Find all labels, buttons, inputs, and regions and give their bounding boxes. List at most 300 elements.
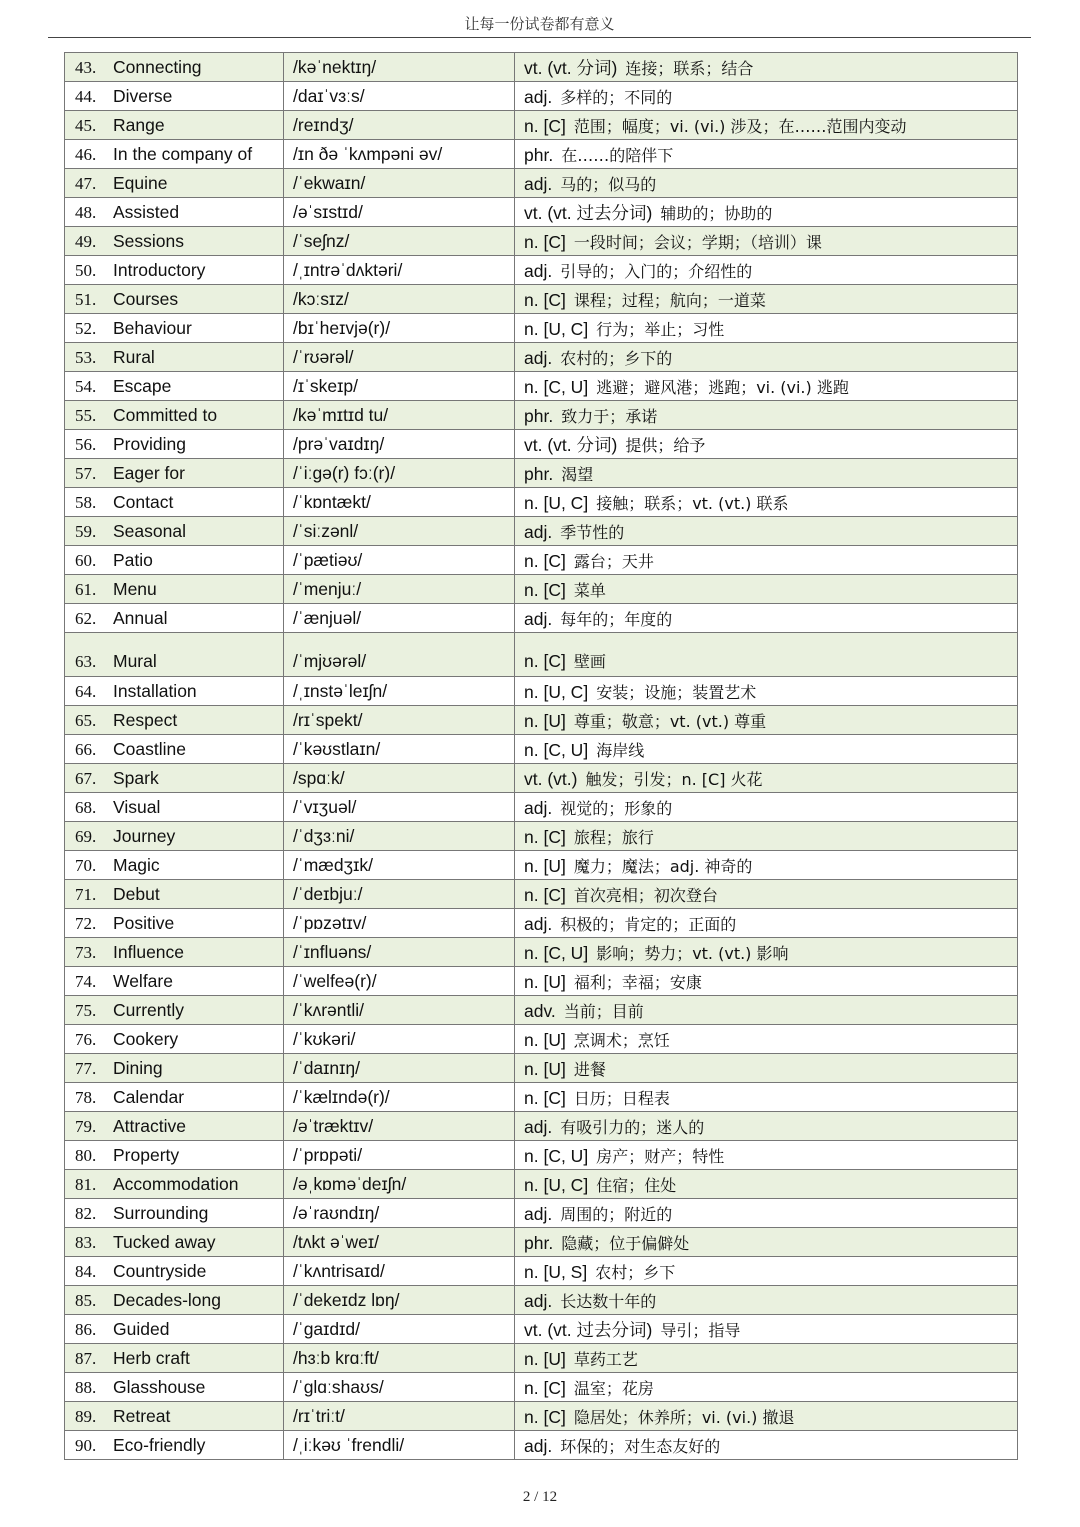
entry-number: 46. (75, 144, 97, 164)
entry-number: 73. (75, 942, 97, 962)
part-of-speech: n. [C] (524, 289, 566, 310)
phonetic-cell: /tʌkt əˈweɪ/ (284, 1228, 515, 1257)
part-of-speech: n. [C, U] (524, 739, 589, 760)
table-row (65, 430, 1018, 459)
part-of-speech: n. [U, C] (524, 681, 589, 702)
entry-number: 65. (75, 710, 97, 730)
table-row (65, 517, 1018, 546)
english-word: Seasonal (113, 520, 186, 541)
chinese-meaning: 提供；给予 (625, 435, 706, 455)
table-row (65, 82, 1018, 111)
chinese-meaning: 马的；似马的 (560, 174, 657, 194)
table-row (65, 401, 1018, 430)
definition-cell (515, 851, 1018, 880)
entry-number: 82. (75, 1203, 97, 1223)
definition-cell (515, 880, 1018, 909)
table-row (65, 1228, 1018, 1257)
english-word: Calendar (113, 1086, 185, 1107)
entry-number: 48. (75, 202, 97, 222)
part-of-speech: phr. (524, 144, 554, 165)
english-word: Visual (113, 796, 161, 817)
definition-cell (515, 604, 1018, 633)
entry-number: 56. (75, 434, 97, 454)
phonetic-cell: /ˈrʊərəl/ (284, 343, 515, 372)
english-word: Committed to (113, 404, 218, 425)
english-word: Dining (113, 1057, 163, 1078)
part-of-speech: n. [U, C] (524, 1174, 589, 1195)
entry-number: 47. (75, 173, 97, 193)
definition-cell (515, 430, 1018, 459)
entry-number: 49. (75, 231, 97, 251)
word-cell (65, 1025, 284, 1054)
english-word: Eco-friendly (113, 1434, 206, 1455)
english-word: Countryside (113, 1260, 207, 1281)
english-word: Rural (113, 346, 155, 367)
part-of-speech: n. [U] (524, 1348, 566, 1369)
word-cell (65, 169, 284, 198)
part-of-speech: vt. (vt. 分词) (524, 434, 618, 455)
chinese-meaning: 辅助的；协助的 (660, 203, 773, 223)
entry-number: 61. (75, 579, 97, 599)
table-row (65, 706, 1018, 735)
part-of-speech: adj. (524, 347, 553, 368)
part-of-speech: adv. (524, 1000, 556, 1021)
table-row (65, 633, 1018, 677)
entry-number: 80. (75, 1145, 97, 1165)
phonetic-cell: /ˈiːɡə(r) fɔː(r)/ (284, 459, 515, 488)
entry-number: 58. (75, 492, 97, 512)
entry-number: 70. (75, 855, 97, 875)
phonetic-cell: /ˈmjʊərəl/ (284, 633, 515, 677)
english-word: Surrounding (113, 1202, 209, 1223)
english-word: Escape (113, 375, 172, 396)
table-row (65, 1199, 1018, 1228)
table-row (65, 459, 1018, 488)
part-of-speech: adj. (524, 1203, 553, 1224)
part-of-speech: adj. (524, 1435, 553, 1456)
table-row (65, 169, 1018, 198)
part-of-speech: vt. (vt. 过去分词) (524, 202, 653, 223)
definition-cell (515, 285, 1018, 314)
definition-cell (515, 764, 1018, 793)
table-row (65, 735, 1018, 764)
word-cell (65, 517, 284, 546)
phonetic-cell: /ɪn ðə ˈkʌmpəni əv/ (284, 140, 515, 169)
word-cell (65, 82, 284, 111)
part-of-speech: adj. (524, 521, 553, 542)
phonetic-cell: /spɑːk/ (284, 764, 515, 793)
entry-number: 76. (75, 1029, 97, 1049)
part-of-speech: n. [U] (524, 855, 566, 876)
definition-cell (515, 1257, 1018, 1286)
word-cell (65, 314, 284, 343)
table-row (65, 546, 1018, 575)
phonetic-cell: /ˈpɒzətɪv/ (284, 909, 515, 938)
word-cell (65, 822, 284, 851)
word-cell (65, 793, 284, 822)
chinese-meaning: 影响；势力；vt. (vt.) 影响 (596, 943, 789, 963)
phonetic-cell: /əˌkɒməˈdeɪʃn/ (284, 1170, 515, 1199)
phonetic-cell: /daɪˈvɜːs/ (284, 82, 515, 111)
definition-cell (515, 372, 1018, 401)
chinese-meaning: 住宿；住处 (596, 1175, 677, 1195)
chinese-meaning: 首次亮相；初次登台 (573, 885, 718, 905)
part-of-speech: n. [C, U] (524, 376, 589, 397)
table-row (65, 851, 1018, 880)
definition-cell (515, 53, 1018, 82)
definition-cell (515, 1373, 1018, 1402)
english-word: Debut (113, 883, 160, 904)
entry-number: 87. (75, 1348, 97, 1368)
part-of-speech: n. [U, S] (524, 1261, 588, 1282)
chinese-meaning: 农村；乡下 (595, 1262, 676, 1282)
entry-number: 90. (75, 1435, 97, 1455)
english-word: Range (113, 114, 165, 135)
chinese-meaning: 安装；设施；装置艺术 (596, 682, 757, 702)
entry-number: 52. (75, 318, 97, 338)
chinese-meaning: 露台；天井 (573, 551, 654, 571)
phonetic-cell: /ˈpætiəʊ/ (284, 546, 515, 575)
table-row (65, 53, 1018, 82)
definition-cell (515, 1315, 1018, 1344)
part-of-speech: phr. (524, 405, 554, 426)
english-word: Tucked away (113, 1231, 216, 1252)
definition-cell (515, 140, 1018, 169)
table-row (65, 1025, 1018, 1054)
phonetic-cell: /rɪˈtriːt/ (284, 1402, 515, 1431)
chinese-meaning: 在……的陪伴下 (561, 145, 674, 165)
english-word: Annual (113, 607, 168, 628)
definition-cell (515, 111, 1018, 140)
phonetic-cell: /ˈɪnfluəns/ (284, 938, 515, 967)
definition-cell (515, 1025, 1018, 1054)
word-cell (65, 1199, 284, 1228)
phonetic-cell: /ɪˈskeɪp/ (284, 372, 515, 401)
definition-cell (515, 677, 1018, 706)
english-word: In the company of (113, 143, 253, 164)
phonetic-cell: /ˈkəʊstlaɪn/ (284, 735, 515, 764)
word-cell (65, 1431, 284, 1460)
chinese-meaning: 壁画 (573, 652, 606, 671)
word-cell (65, 1402, 284, 1431)
entry-number: 88. (75, 1377, 97, 1397)
phonetic-cell: /ˈkʌntrisaɪd/ (284, 1257, 515, 1286)
phonetic-cell: /ˈseʃnz/ (284, 227, 515, 256)
definition-cell (515, 575, 1018, 604)
entry-number: 83. (75, 1232, 97, 1252)
definition-cell (515, 967, 1018, 996)
chinese-meaning: 周围的；附近的 (560, 1204, 673, 1224)
word-cell (65, 227, 284, 256)
chinese-meaning: 致力于；承诺 (561, 406, 658, 426)
english-word: Connecting (113, 56, 202, 77)
chinese-meaning: 积极的；肯定的；正面的 (560, 914, 737, 934)
english-word: Accommodation (113, 1173, 239, 1194)
entry-number: 69. (75, 826, 97, 846)
chinese-meaning: 旅程；旅行 (573, 827, 654, 847)
word-cell (65, 1112, 284, 1141)
entry-number: 45. (75, 115, 97, 135)
phonetic-cell: /ˈkʌrəntli/ (284, 996, 515, 1025)
english-word: Courses (113, 288, 179, 309)
phonetic-cell: /kəˈmɪtɪd tu/ (284, 401, 515, 430)
word-cell (65, 488, 284, 517)
chinese-meaning: 房产；财产；特性 (596, 1146, 725, 1166)
entry-number: 75. (75, 1000, 97, 1020)
table-row (65, 198, 1018, 227)
word-cell (65, 677, 284, 706)
definition-cell (515, 1170, 1018, 1199)
phonetic-cell: /ˈkɒntækt/ (284, 488, 515, 517)
chinese-meaning: 触发；引发；n. [C] 火花 (585, 769, 763, 789)
entry-number: 81. (75, 1174, 97, 1194)
word-cell (65, 343, 284, 372)
english-word: Eager for (113, 462, 185, 483)
chinese-meaning: 一段时间；会议；学期；（培训）课 (573, 232, 822, 252)
definition-cell (515, 1228, 1018, 1257)
definition-cell (515, 706, 1018, 735)
definition-cell (515, 517, 1018, 546)
part-of-speech: adj. (524, 1290, 553, 1311)
english-word: Introductory (113, 259, 206, 280)
english-word: Patio (113, 549, 153, 570)
chinese-meaning: 草药工艺 (573, 1349, 638, 1369)
english-word: Influence (113, 941, 185, 962)
word-cell (65, 401, 284, 430)
english-word: Retreat (113, 1405, 171, 1426)
table-row (65, 1141, 1018, 1170)
phonetic-cell: /ˈdʒɜːni/ (284, 822, 515, 851)
word-cell (65, 1286, 284, 1315)
chinese-meaning: 渴望 (561, 464, 594, 484)
table-row (65, 1315, 1018, 1344)
part-of-speech: n. [C] (524, 579, 566, 600)
phonetic-cell: /bɪˈheɪvjə(r)/ (284, 314, 515, 343)
part-of-speech: vt. (vt.) (524, 768, 578, 789)
phonetic-cell: /ˈdekeɪdz lɒŋ/ (284, 1286, 515, 1315)
chinese-meaning: 尊重；敬意；vt. (vt.) 尊重 (573, 711, 767, 731)
table-row (65, 227, 1018, 256)
table-row (65, 677, 1018, 706)
phonetic-cell: /əˈsɪstɪd/ (284, 198, 515, 227)
word-cell (65, 546, 284, 575)
english-word: Respect (113, 709, 178, 730)
definition-cell (515, 1286, 1018, 1315)
english-word: Spark (113, 767, 159, 788)
definition-cell (515, 169, 1018, 198)
chinese-meaning: 福利；幸福；安康 (573, 972, 702, 992)
definition-cell (515, 488, 1018, 517)
word-cell (65, 1315, 284, 1344)
phonetic-cell: /ˈkʊkəri/ (284, 1025, 515, 1054)
chinese-meaning: 隐藏；位于偏僻处 (561, 1233, 690, 1253)
english-word: Equine (113, 172, 168, 193)
table-row (65, 1054, 1018, 1083)
english-word: Cookery (113, 1028, 179, 1049)
part-of-speech: adj. (524, 797, 553, 818)
part-of-speech: n. [C] (524, 115, 566, 136)
table-row (65, 1112, 1018, 1141)
word-cell (65, 1344, 284, 1373)
entry-number: 85. (75, 1290, 97, 1310)
part-of-speech: adj. (524, 86, 553, 107)
chinese-meaning: 农村的；乡下的 (560, 348, 673, 368)
word-cell (65, 430, 284, 459)
entry-number: 55. (75, 405, 97, 425)
phonetic-cell: /kɔːsɪz/ (284, 285, 515, 314)
page-number: 2 / 12 (522, 1489, 558, 1505)
definition-cell (515, 1402, 1018, 1431)
table-row (65, 1257, 1018, 1286)
part-of-speech: n. [U] (524, 1029, 566, 1050)
entry-number: 43. (75, 57, 97, 77)
word-cell (65, 256, 284, 285)
phonetic-cell: /əˈraʊndɪŋ/ (284, 1199, 515, 1228)
definition-cell (515, 198, 1018, 227)
chinese-meaning: 菜单 (573, 580, 606, 600)
part-of-speech: n. [U, C] (524, 318, 589, 339)
definition-cell (515, 633, 1018, 677)
definition-cell (515, 82, 1018, 111)
entry-number: 72. (75, 913, 97, 933)
chinese-meaning: 多样的；不同的 (560, 87, 673, 107)
chinese-meaning: 行为；举止；习性 (596, 319, 725, 339)
chinese-meaning: 范围；幅度；vi. (vi.) 涉及；在……范围内变动 (573, 116, 907, 136)
chinese-meaning: 隐居处；休养所；vi. (vi.) 撤退 (573, 1407, 795, 1427)
word-cell (65, 764, 284, 793)
chinese-meaning: 日历；日程表 (573, 1088, 670, 1108)
word-cell (65, 706, 284, 735)
part-of-speech: phr. (524, 463, 554, 484)
part-of-speech: n. [C] (524, 1377, 566, 1398)
entry-number: 86. (75, 1319, 97, 1339)
entry-number: 79. (75, 1116, 97, 1136)
part-of-speech: n. [C] (524, 826, 566, 847)
table-row (65, 488, 1018, 517)
word-cell (65, 198, 284, 227)
word-cell (65, 604, 284, 633)
part-of-speech: n. [C, U] (524, 1145, 589, 1166)
english-word: Herb craft (113, 1347, 190, 1368)
definition-cell (515, 256, 1018, 285)
english-word: Glasshouse (113, 1376, 206, 1397)
phonetic-cell: /ˈɡlɑːshaʊs/ (284, 1373, 515, 1402)
table-row (65, 1083, 1018, 1112)
word-cell (65, 575, 284, 604)
english-word: Journey (113, 825, 176, 846)
definition-cell (515, 1141, 1018, 1170)
chinese-meaning: 魔力；魔法；adj. 神奇的 (573, 856, 753, 876)
word-cell (65, 1083, 284, 1112)
word-cell (65, 996, 284, 1025)
entry-number: 63. (75, 652, 97, 671)
entry-number: 84. (75, 1261, 97, 1281)
table-row (65, 938, 1018, 967)
phonetic-cell: /ˌiːkəʊ ˈfrendli/ (284, 1431, 515, 1460)
entry-number: 68. (75, 797, 97, 817)
phonetic-cell: /hɜːb krɑːft/ (284, 1344, 515, 1373)
chinese-meaning: 连接；联系；结合 (625, 58, 754, 78)
part-of-speech: adj. (524, 260, 553, 281)
part-of-speech: n. [C] (524, 231, 566, 252)
phonetic-cell: /reɪndʒ/ (284, 111, 515, 140)
chinese-meaning: 课程；过程；航向；一道菜 (573, 290, 766, 310)
word-cell (65, 1228, 284, 1257)
phonetic-cell: /ˈmædʒɪk/ (284, 851, 515, 880)
english-word: Providing (113, 433, 186, 454)
part-of-speech: n. [C] (524, 884, 566, 905)
table-row (65, 996, 1018, 1025)
english-word: Guided (113, 1318, 170, 1339)
english-word: Positive (113, 912, 175, 933)
word-cell (65, 633, 284, 677)
part-of-speech: n. [C] (524, 651, 566, 671)
part-of-speech: adj. (524, 1116, 553, 1137)
part-of-speech: n. [U] (524, 1058, 566, 1079)
word-cell (65, 1054, 284, 1083)
english-word: Welfare (113, 970, 173, 991)
english-word: Assisted (113, 201, 180, 222)
definition-cell (515, 1054, 1018, 1083)
english-word: Contact (113, 491, 174, 512)
definition-cell (515, 227, 1018, 256)
entry-number: 78. (75, 1087, 97, 1107)
definition-cell (515, 343, 1018, 372)
table-row (65, 575, 1018, 604)
phonetic-cell: /ˈænjuəl/ (284, 604, 515, 633)
english-word: Property (113, 1144, 180, 1165)
definition-cell (515, 314, 1018, 343)
definition-cell (515, 1112, 1018, 1141)
word-cell (65, 1170, 284, 1199)
phonetic-cell: /ˈɡaɪdɪd/ (284, 1315, 515, 1344)
english-word: Menu (113, 578, 157, 599)
chinese-meaning: 当前；目前 (563, 1001, 644, 1021)
part-of-speech: vt. (vt. 分词) (524, 57, 618, 78)
entry-number: 50. (75, 260, 97, 280)
definition-cell (515, 459, 1018, 488)
chinese-meaning: 视觉的；形象的 (560, 798, 673, 818)
entry-number: 60. (75, 550, 97, 570)
table-row (65, 1402, 1018, 1431)
chinese-meaning: 进餐 (573, 1059, 606, 1079)
entry-number: 71. (75, 884, 97, 904)
english-word: Attractive (113, 1115, 186, 1136)
entry-number: 59. (75, 521, 97, 541)
page-header: 让每一份试卷都有意义 (48, 12, 1031, 38)
entry-number: 67. (75, 768, 97, 788)
table-row (65, 1286, 1018, 1315)
definition-cell (515, 1199, 1018, 1228)
table-row (65, 285, 1018, 314)
entry-number: 53. (75, 347, 97, 367)
word-cell (65, 735, 284, 764)
definition-cell (515, 735, 1018, 764)
phonetic-cell: /kəˈnektɪŋ/ (284, 53, 515, 82)
table-row (65, 256, 1018, 285)
table-row (65, 764, 1018, 793)
definition-cell (515, 1083, 1018, 1112)
table-row (65, 822, 1018, 851)
phonetic-cell: /ˌɪntrəˈdʌktəri/ (284, 256, 515, 285)
entry-number: 64. (75, 681, 97, 701)
table-row (65, 111, 1018, 140)
word-cell (65, 1257, 284, 1286)
table-row (65, 314, 1018, 343)
chinese-meaning: 接触；联系；vt. (vt.) 联系 (596, 493, 789, 513)
entry-number: 54. (75, 376, 97, 396)
word-cell (65, 938, 284, 967)
